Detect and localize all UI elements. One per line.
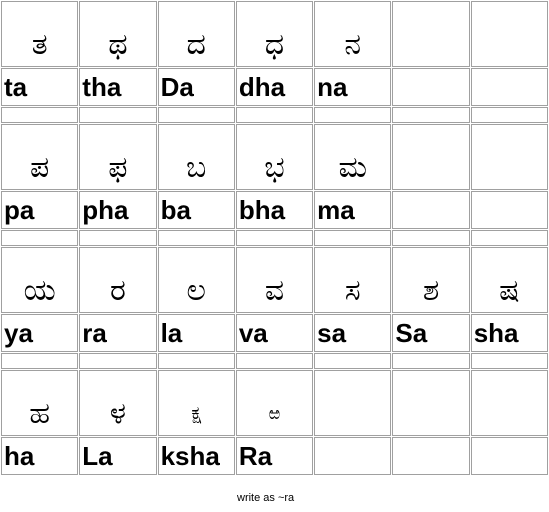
letter-label: bha [238,195,286,225]
glyph-cell [1,124,78,190]
empty-cell [314,437,391,475]
glyph-cell [236,124,313,190]
empty-cell [471,191,548,229]
label-cell [236,314,313,352]
spacer-row [1,230,548,246]
letter-La-glyph: ಳ [109,396,127,431]
letter-label: sha [473,318,519,348]
spacer-cell [79,230,156,246]
glyph-row-3 [1,247,548,313]
letter-label: ba [160,195,191,225]
letter-label: Sa [395,318,428,348]
label-cell [79,68,156,106]
label-cell [1,191,78,229]
ra-writing-note: write as ~ra [237,492,295,504]
glyph-cell [471,247,548,313]
empty-cell [392,124,469,190]
letter-label: La [82,441,113,471]
letter-label: ya [4,318,33,348]
letter-label: tha [82,72,122,102]
letter-sa-glyph: ಸ [344,273,361,308]
letter-dha-glyph: ಧ [264,27,285,62]
label-cell [314,314,391,352]
glyph-cell [1,370,78,436]
empty-cell [392,370,469,436]
letter-label: ta [4,72,28,102]
glyph-cell [158,1,235,67]
empty-cell [392,191,469,229]
spacer-cell [158,230,235,246]
glyph-cell [314,1,391,67]
glyph-cell [392,247,469,313]
glyph-row-2 [1,124,548,190]
letter-label: pa [4,195,35,225]
letter-label: na [317,72,348,102]
glyph-cell [158,247,235,313]
letter-ha-glyph: ಹ [29,396,51,431]
label-cell [471,314,548,352]
letter-la-glyph: ಲ [186,273,206,308]
empty-cell [471,437,548,475]
label-row-1 [1,68,548,106]
letter-ra-glyph: ರ [109,273,126,308]
empty-cell [392,1,469,67]
label-cell [158,314,235,352]
letter-label: la [160,318,183,348]
label-cell [1,68,78,106]
glyph-cell [314,124,391,190]
letter-label: dha [238,72,286,102]
label-cell [79,437,156,475]
spacer-cell [236,107,313,123]
spacer-cell [392,230,469,246]
letter-pha-glyph: ಫ [108,150,128,185]
glyph-cell [158,124,235,190]
letter-label: sa [317,318,347,348]
label-cell [79,191,156,229]
glyph-row-4 [1,370,548,436]
letter-label: ma [317,195,355,225]
glyph-cell [236,1,313,67]
glyph-cell [79,1,156,67]
label-cell [236,68,313,106]
letter-da-glyph: ದ [186,27,206,62]
spacer-cell [471,107,548,123]
glyph-cell [79,124,156,190]
letter-va-glyph: ವ [264,273,285,308]
letter-bha-glyph: ಭ [264,150,285,185]
empty-cell [314,370,391,436]
glyph-row-1 [1,1,548,67]
letter-ksha-glyph: ಕ್ಷ [191,403,202,424]
letter-Ra-glyph: ಱ [268,403,281,424]
spacer-cell [79,353,156,369]
letter-label: Da [160,72,194,102]
label-cell [392,314,469,352]
empty-cell [471,370,548,436]
label-cell [158,68,235,106]
empty-cell [392,437,469,475]
spacer-cell [471,230,548,246]
letter-tha-glyph: ಥ [108,27,128,62]
letter-ma-glyph: ಮ [338,150,368,185]
label-row-2 [1,191,548,229]
spacer-cell [314,107,391,123]
empty-cell [471,124,548,190]
spacer-cell [236,353,313,369]
glyph-cell [1,1,78,67]
letter-label: ha [4,441,35,471]
label-cell [314,191,391,229]
glyph-cell [79,247,156,313]
glyph-cell [314,247,391,313]
spacer-cell [158,107,235,123]
label-cell [158,191,235,229]
letter-label: Ra [238,441,273,471]
glyph-cell [158,370,235,436]
spacer-row [1,353,548,369]
spacer-cell [236,230,313,246]
glyph-cell [236,370,313,436]
label-cell [158,437,235,475]
letter-label: ksha [160,441,220,471]
letter-ba-glyph: ಬ [186,150,207,185]
letter-sha-glyph: ಷ [499,273,520,308]
spacer-cell [1,107,78,123]
spacer-cell [314,353,391,369]
letter-na-glyph: ನ [344,27,362,62]
label-cell [314,68,391,106]
spacer-cell [1,353,78,369]
glyph-cell [236,247,313,313]
spacer-cell [158,353,235,369]
letter-label: pha [82,195,129,225]
label-row-3 [1,314,548,352]
letter-label: ra [82,318,107,348]
label-cell [236,191,313,229]
glyph-cell [79,370,156,436]
glyph-cell [1,247,78,313]
spacer-cell [79,107,156,123]
letter-pa-glyph: ಪ [30,150,50,185]
letter-ta-glyph: ತ [31,27,48,62]
empty-cell [471,68,548,106]
spacer-row [1,107,548,123]
label-row-4 [1,437,548,475]
spacer-cell [471,353,548,369]
letter-ya-glyph: ಯ [23,273,56,308]
label-cell [1,314,78,352]
spacer-cell [314,230,391,246]
letter-Sa-glyph: ಶ [422,273,440,308]
letter-label: va [238,318,268,348]
empty-cell [471,1,548,67]
spacer-cell [392,353,469,369]
label-cell [236,437,313,475]
label-cell [79,314,156,352]
empty-cell [392,68,469,106]
spacer-cell [392,107,469,123]
spacer-cell [1,230,78,246]
label-cell [1,437,78,475]
